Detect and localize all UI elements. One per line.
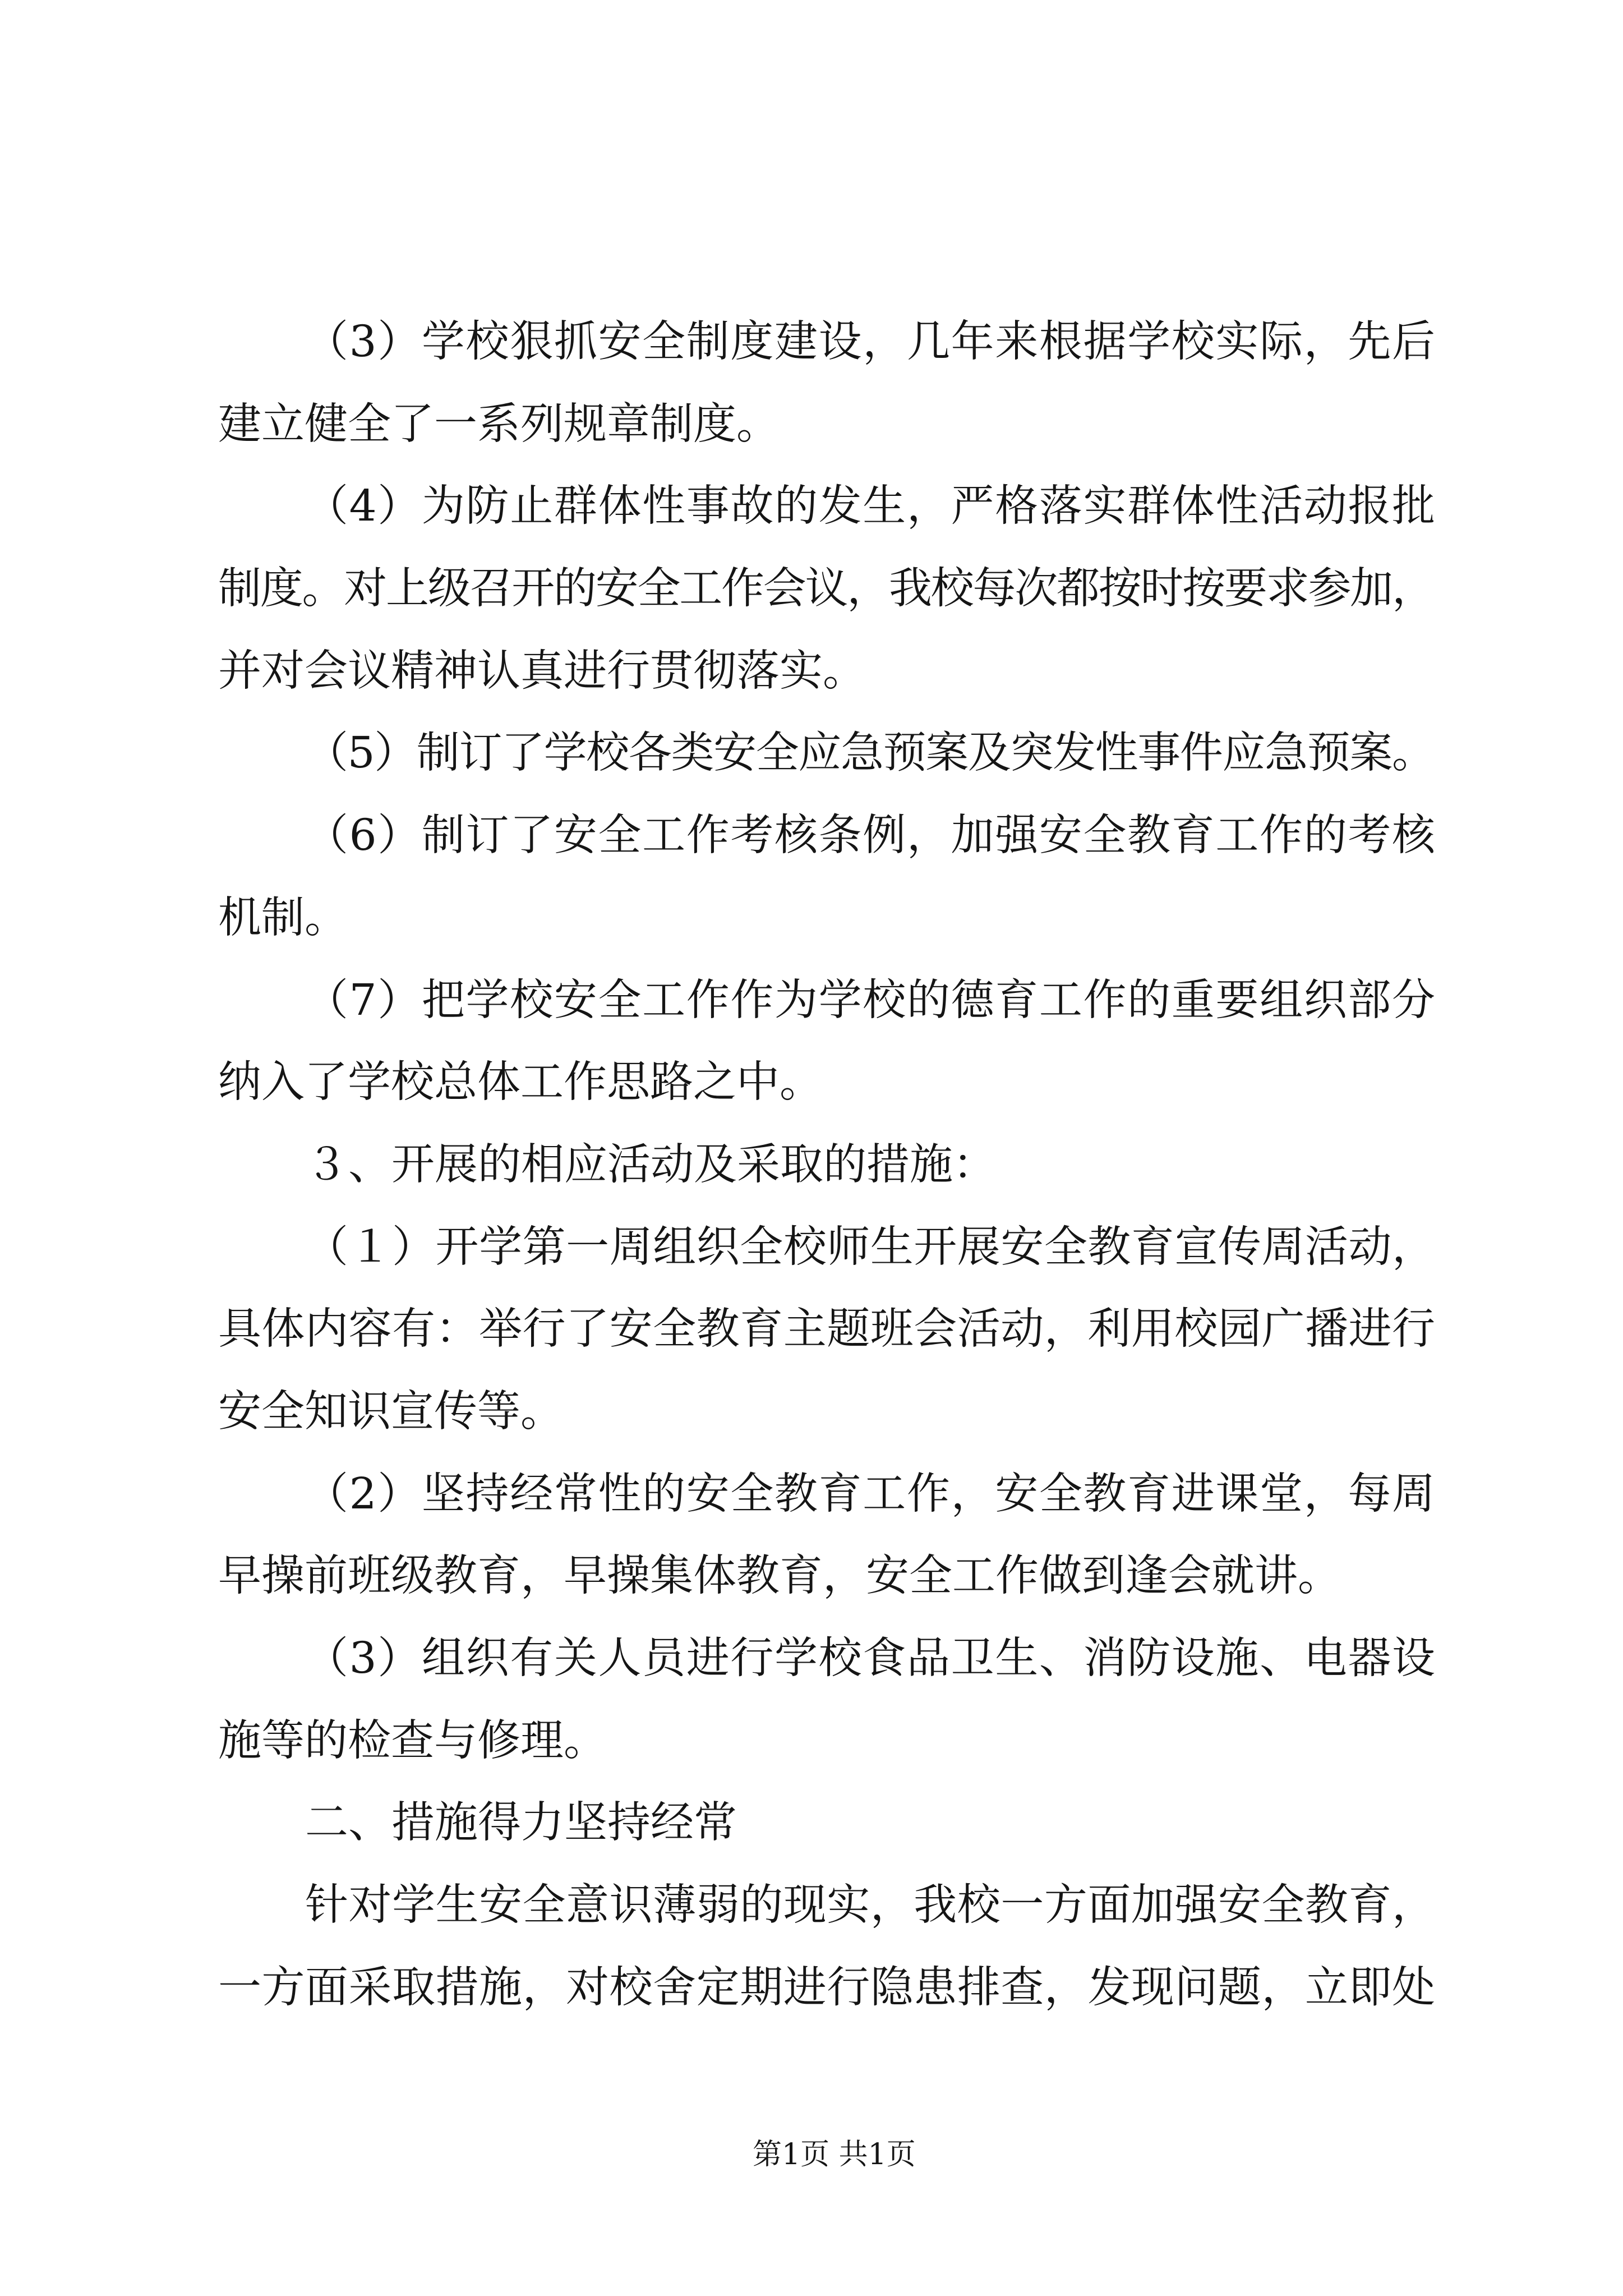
section-heading — [218, 1782, 1435, 1865]
text-line: （4）为防止群体性事故的发生，严格落实群体性活动报批 — [305, 481, 1436, 532]
text-line: （7）把学校安全工作作为学校的德育工作的重要组织部分 — [305, 975, 1436, 1025]
text-line: （3）学校狠抓安全制度建设，几年来根据学校实际，先后 — [305, 317, 1436, 367]
paragraph — [218, 795, 1435, 959]
paragraph — [218, 1618, 1435, 1782]
text-line: 针对学生安全意识薄弱的现实，我校一方面加强安全教育， — [305, 1880, 1436, 1931]
text-line: 一方面采取措施，对校舍定期进行隐患排查，发现问题，立即处 — [218, 1962, 1436, 2013]
text-line: 并对会议精神认真进行贯彻落实。 — [218, 646, 866, 696]
text-line: 具体内容有：举行了安全教育主题班会活动，利用校园广播进行 — [218, 1304, 1436, 1355]
paragraph — [218, 301, 1435, 466]
text-line: ３、开展的相应活动及采取的措施： — [305, 1139, 996, 1190]
text-line: （6）制订了安全工作考核条例，加强安全教育工作的考核 — [305, 811, 1436, 861]
text-line: 二、措施得力坚持经常 — [305, 1798, 737, 1848]
text-line: 安全知识宣传等。 — [218, 1386, 564, 1437]
text-line: （１）开学第一周组织全校师生开展安全教育宣传周活动， — [305, 1222, 1436, 1272]
text-line: 施等的检查与修理。 — [218, 1715, 607, 1766]
text-line: （3）组织有关人员进行学校食品卫生、消防设施、电器设 — [305, 1634, 1436, 1683]
paragraph — [218, 712, 1435, 795]
paragraph — [218, 1865, 1435, 2029]
text-line: 纳入了学校总体工作思路之中。 — [218, 1057, 823, 1108]
paragraph — [218, 960, 1435, 1124]
text-line: 机制。 — [218, 892, 348, 943]
text-line: （5）制订了学校各类安全应急预案及突发性事件应急预案。 — [305, 728, 1435, 779]
paragraph — [218, 1453, 1435, 1618]
paragraph — [218, 466, 1435, 712]
text-line: （2）坚持经常性的安全教育工作，安全教育进课堂，每周 — [305, 1469, 1436, 1519]
body-text — [218, 301, 1435, 2029]
page-footer: 第1页 共1页 — [753, 2138, 916, 2171]
text-line: 制度。对上级召开的安全工作会议，我校每次都按时按要求参加， — [218, 564, 1434, 614]
text-line: 建立健全了一系列规章制度。 — [218, 399, 780, 449]
subsection-heading — [218, 1124, 1435, 1207]
paragraph — [218, 1207, 1435, 1453]
text-line: 早操前班级教育，早操集体教育，安全工作做到逢会就讲。 — [218, 1551, 1341, 1602]
